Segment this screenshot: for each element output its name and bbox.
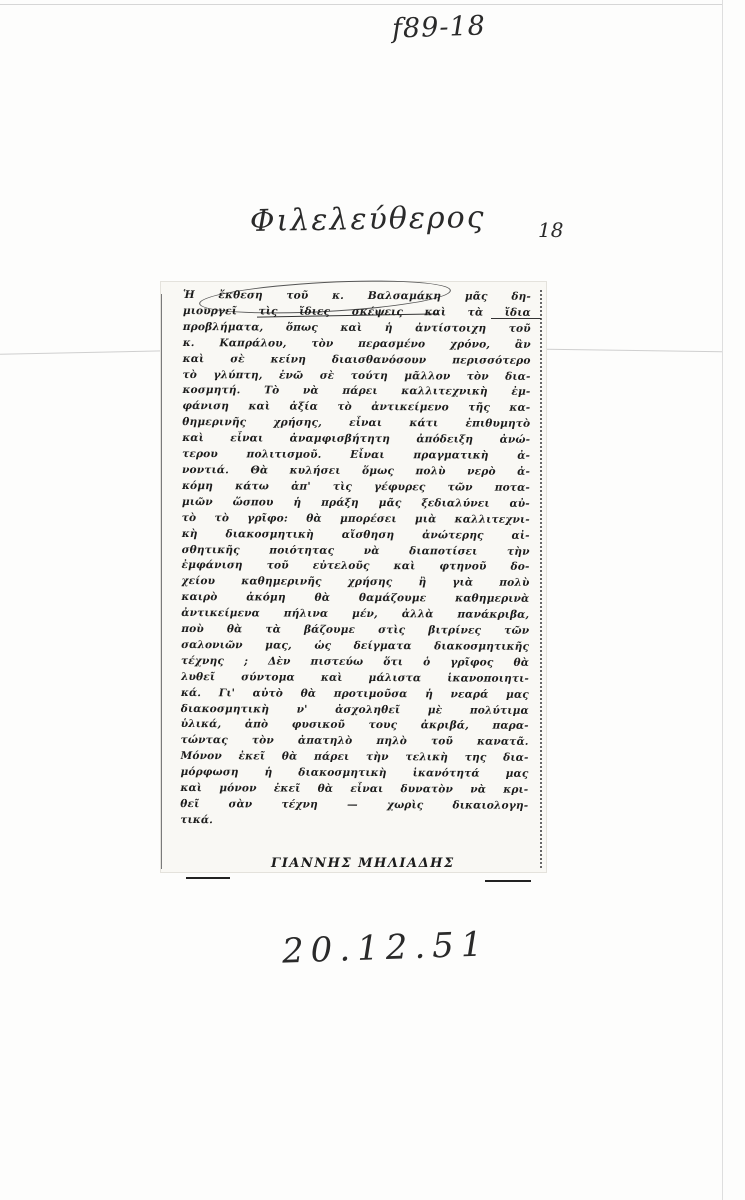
article-line: ποὺ θὰ τὰ βάζουμε στὶς βιτρίνες τῶν [181,623,530,637]
article-line: νοντιά. Θὰ κυλήσει ὅμως πολὺ νερὸ ἀ- [182,463,531,478]
article-line: χείου καθημερινῆς χρήσης ἢ γιὰ πολὺ [181,575,530,590]
article-line: ἐμφάνιση τοῦ εὐτελοῦς καὶ φτηνοῦ δο- [181,559,530,574]
article-line: κοσμητή. Τὸ νὰ πάρει καλλιτεχνικὴ ἐμ- [182,384,531,399]
clipping-left-edge [161,294,162,869]
article-line: κά. Γι' αὐτὸ θὰ προτιμοῦσα ἡ νεαρά μας [180,686,529,701]
article-line: κόμη κάτω ἀπ' τὶς γέφυρες τῶν ποτα- [181,479,530,494]
article-line: κὴ διακοσμητικὴ αἴσθηση ἀνώτερης αἰ- [181,527,530,542]
article-line: τερου πολιτισμοῦ. Εἶναι πραγματικὴ ἀ- [182,448,531,462]
article-line: καιρὸ ἀκόμη θὰ θαμάζουμε καθημερινὰ [181,591,530,606]
article-line: ὑλικά, ἀπὸ φυσικοῦ τους ἀκριβά, παρα- [180,718,529,733]
article-line: καὶ εἶναι ἀναμφισβήτητη ἀπόδειξη ἀνώ- [182,432,531,446]
clipping-right-edge [540,290,542,868]
article-line: καὶ μόνον ἐκεῖ θὰ εἶναι δυνατὸν νὰ κρι- [180,782,529,796]
article-line: σθητικῆς ποιότητας νὰ διαποτίσει τὴν [181,543,530,558]
article-line: τὸ γλύπτη, ἐνῶ σὲ τούτη μᾶλλον τὸν δια- [182,368,531,383]
article-line: φάνιση καὶ ἀξία τὸ ἀντικείμενο τῆς κα- [182,400,531,415]
article-line: θεῖ σὰν τέχνη — χωρὶς δικαιολογη- [180,797,529,812]
article-line: θημερινῆς χρήσης, εἶναι κάτι ἐπιθυμητὸ [182,416,531,431]
date-annotation: 20.12.51 [281,924,491,972]
signature-rule-right [485,880,531,882]
article-line: τὸ τὸ γρῖφο: θὰ μπορέσει μιὰ καλλιτεχνι- [181,511,530,526]
article-line: ἀντικείμενα πήλινα μέν, ἀλλὰ πανάκριβα, [181,607,530,621]
article-line: μιουργεῖ τὶς ἴδιες σκέψεις καὶ τὰ ἴδια [182,304,531,319]
newspaper-clipping [161,282,546,872]
article-line: διακοσμητικὴ ν' ἀσχοληθεῖ μὲ πολύτιμα [180,702,529,717]
page-number-annotation: 18 [538,218,564,242]
article-line: Ἡ ἔκθεση τοῦ κ. Βαλσαμάκη μᾶς δη- [182,289,531,303]
sheet-top-edge [0,4,722,5]
sheet-right-edge [722,0,723,1200]
article-line: κ. Καπράλου, τὸν περασμένο χρόνο, ἂν [182,336,531,351]
article-line: λυθεῖ σύντομα καὶ μάλιστα ἱκανοποιητι- [180,670,529,685]
signature-rule-left [186,877,230,879]
article-line: προβλήματα, ὅπως καὶ ἡ ἀντίστοιχη τοῦ [182,320,531,335]
article-line: σαλονιῶν μας, ὡς δείγματα διακοσμητικῆς [181,638,530,653]
newspaper-source-annotation: Φιλελεύθερος [249,199,486,240]
article-line: καὶ σὲ κείνη διαισθανόσουν περισσότερο [182,352,531,367]
article-author: ΓΙΑΝΝΗΣ ΜΗΛΙΑΔΗΣ [271,856,455,871]
article-line: τέχνης ; Δὲν πιστεύω ὅτι ὁ γρῖφος θὰ [181,654,530,669]
article-text [180,288,531,831]
article-line: τικά. [180,813,214,827]
fold-line-right [547,349,722,352]
article-line: τώντας τὸν ἀπατηλὸ πηλὸ τοῦ κανατᾶ. [180,734,529,749]
article-line: μόρφωση ἡ διακοσμητικὴ ἱκανότητά μας [180,766,529,781]
article-line: μιῶν ὥσπου ἡ πράξη μᾶς ξεδιαλύνει αὐ- [181,495,530,510]
fold-line-left [0,350,168,355]
catalog-number-annotation: f89-18 [391,10,487,45]
article-line: Μόνον ἐκεῖ θὰ πάρει τὴν τελικὴ της δια- [180,750,529,765]
